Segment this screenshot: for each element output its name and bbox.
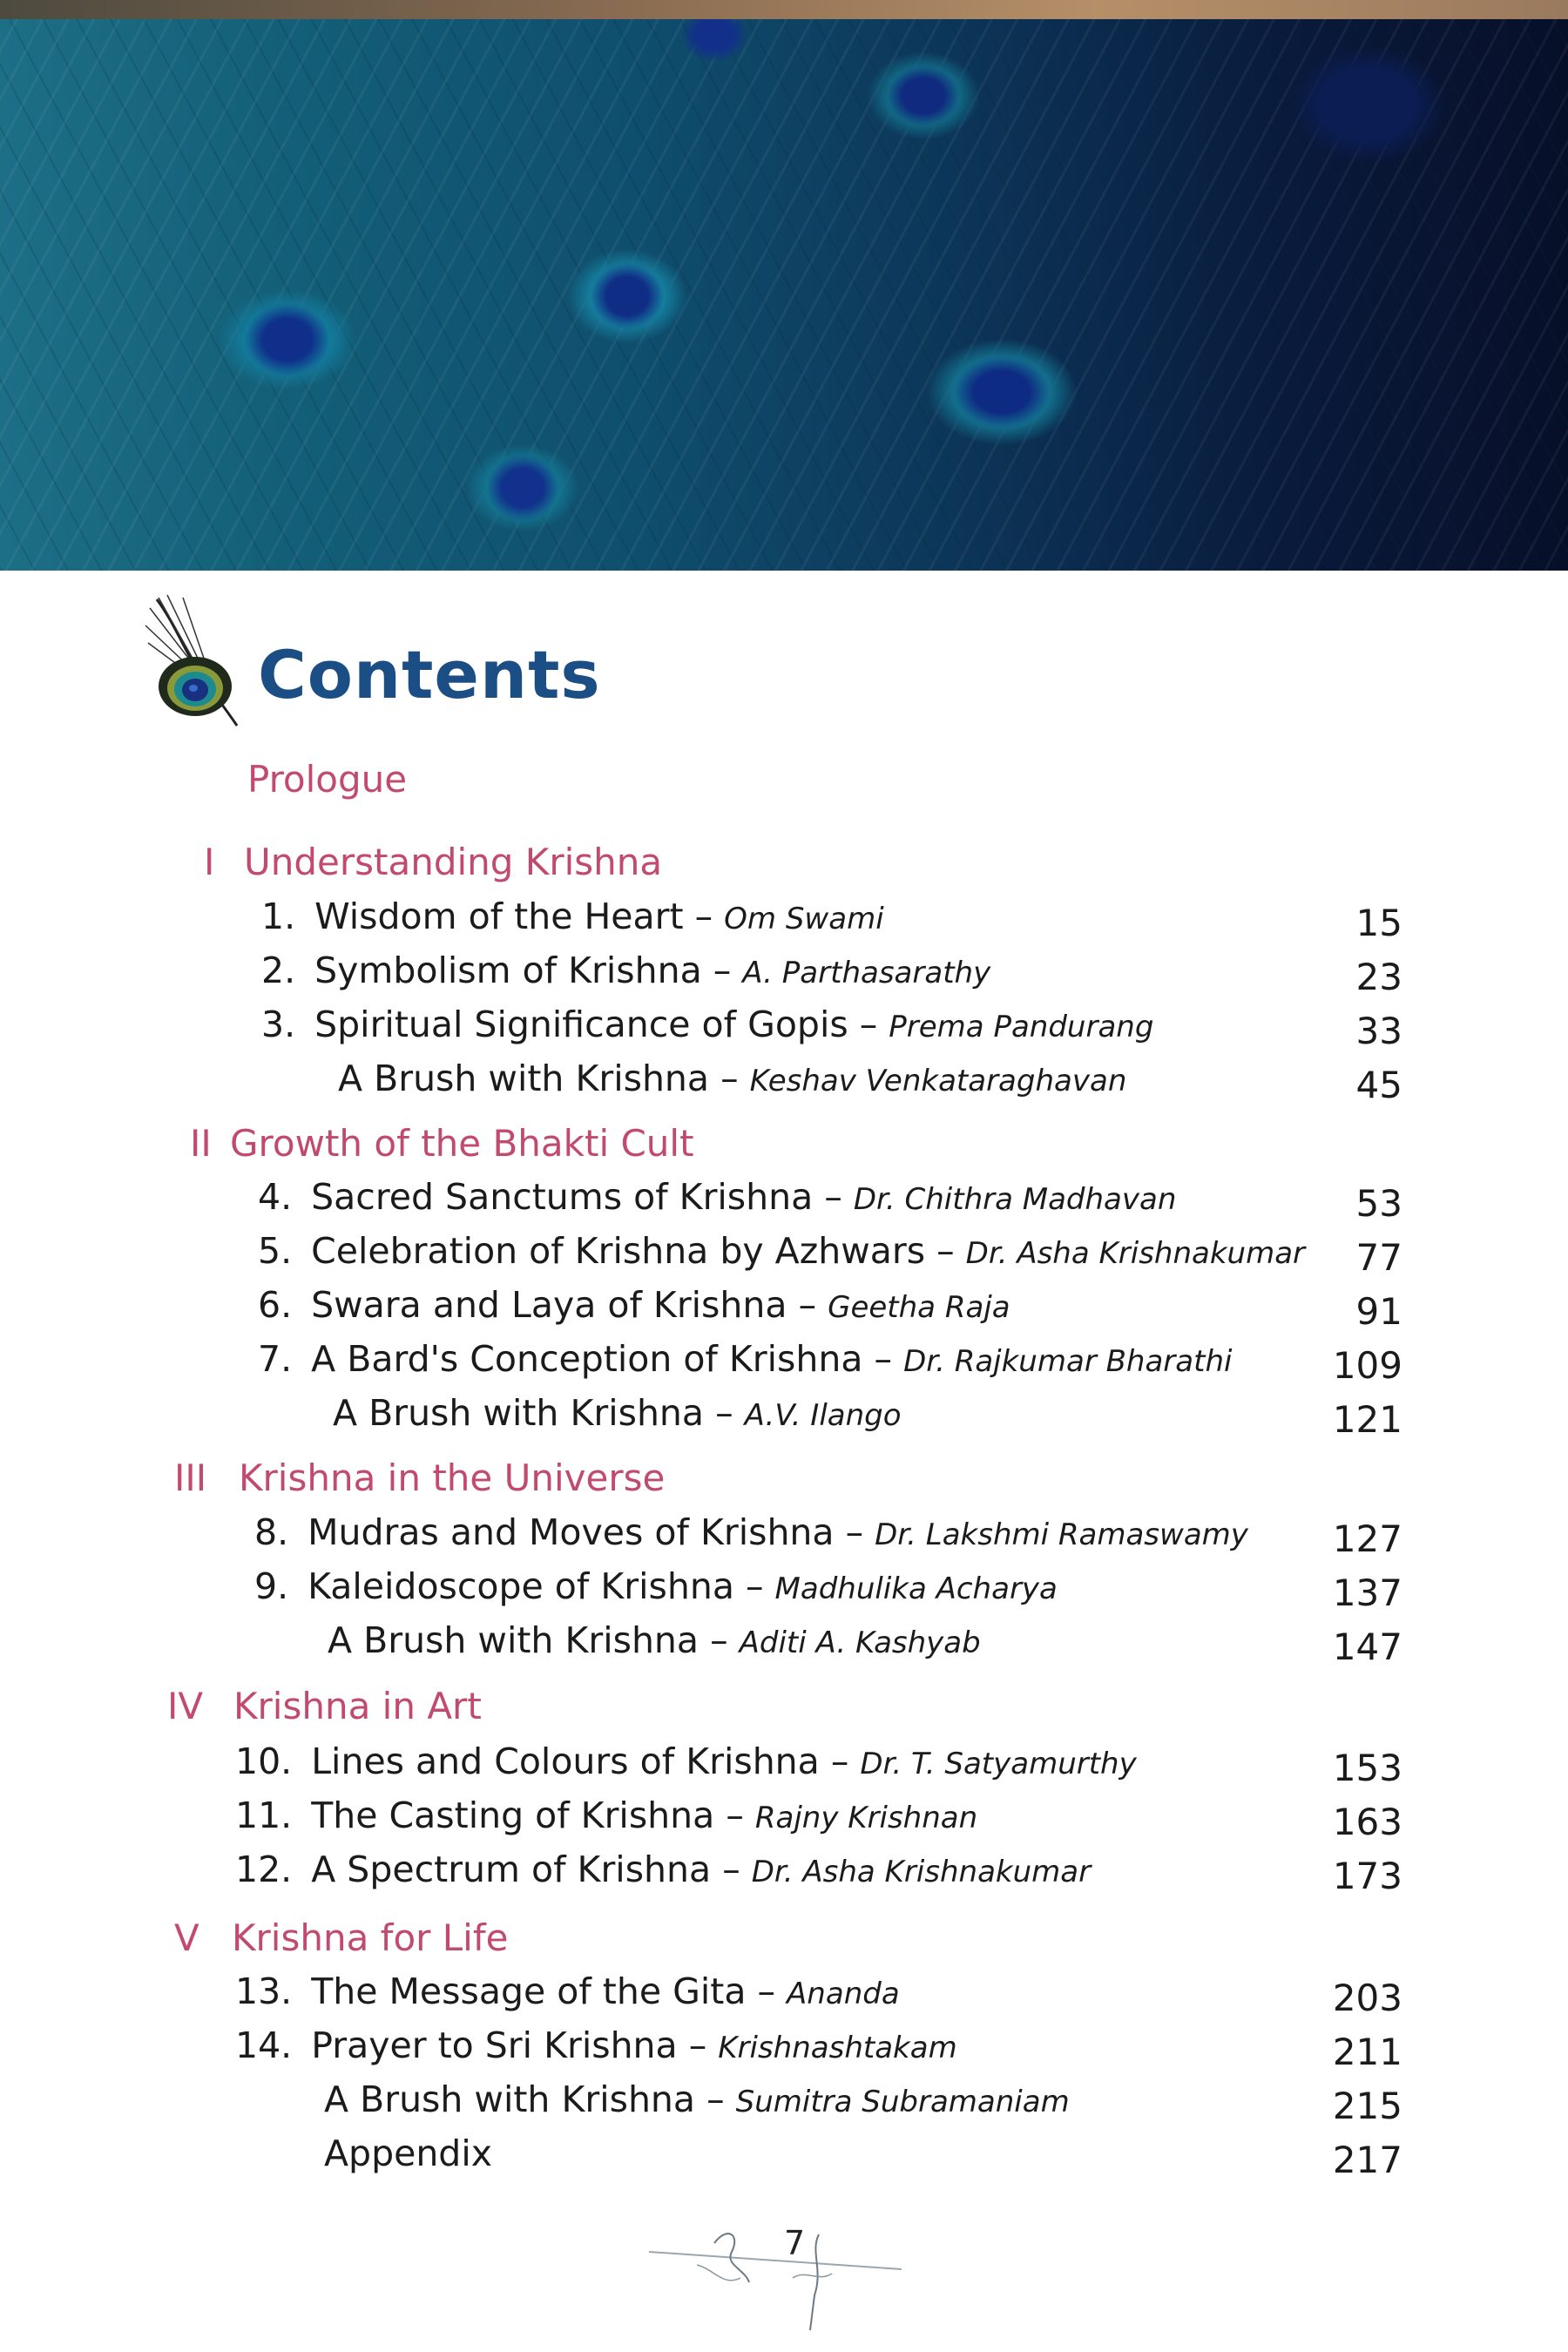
entry-number: 13.	[235, 1970, 293, 2012]
entry-author: Dr. Lakshmi Ramaswamy	[875, 1517, 1248, 1552]
entry-title: Prayer to Sri Krishna	[311, 2024, 678, 2066]
entry-title: The Casting of Krishna	[311, 1794, 715, 1836]
toc-entry[interactable]	[324, 2132, 492, 2174]
entry-title: Celebration of Krishna by Azhwars	[311, 1230, 926, 1272]
section-numeral: I	[204, 841, 215, 883]
entry-page: 23	[1355, 956, 1402, 998]
entry-page: 215	[1332, 2085, 1402, 2127]
entry-page: 153	[1332, 1747, 1402, 1789]
section-numeral: III	[174, 1456, 207, 1499]
toc-entry[interactable]: 11. The Casting of Krishna – Rajny Krishnan	[235, 1794, 978, 1836]
entry-page: 127	[1332, 1517, 1402, 1560]
entry-title: Appendix	[324, 2132, 492, 2174]
section-title: Krishna in Art	[233, 1685, 482, 1727]
toc-entry[interactable]: 7. A Bard's Conception of Krishna – Dr. Rajkumar Bharathi	[258, 1338, 1233, 1380]
toc-entry[interactable]: 14. Prayer to Sri Krishna – Krishnashtakam	[235, 2024, 957, 2066]
entry-page: 15	[1355, 902, 1402, 944]
toc-entry[interactable]: A Brush with Krishna – Aditi A. Kashyab	[328, 1619, 981, 1661]
section-numeral: IV	[167, 1685, 204, 1727]
toc-entry[interactable]: 5. Celebration of Krishna by Azhwars – Dr. Asha Krishnakumar	[258, 1230, 1306, 1272]
toc-entry[interactable]: A Brush with Krishna – Sumitra Subramaniam	[324, 2078, 1070, 2120]
entry-number: 6.	[258, 1284, 293, 1326]
page-title: Contents	[258, 636, 601, 713]
entry-number: 8.	[254, 1511, 289, 1553]
section-title: Understanding Krishna	[244, 841, 663, 883]
toc-section-heading[interactable]	[167, 1685, 482, 1727]
entry-number: 1.	[261, 896, 296, 937]
entry-title: Mudras and Moves of Krishna	[308, 1511, 835, 1553]
peacock-feather-icon	[141, 591, 246, 730]
entry-page: 173	[1332, 1855, 1402, 1897]
toc-entry[interactable]: 6. Swara and Laya of Krishna – Geetha Raja	[258, 1284, 1010, 1326]
entry-author: Ananda	[787, 1977, 900, 2011]
entry-number: 7.	[258, 1338, 293, 1380]
entry-number: 3.	[261, 1004, 296, 1045]
peacock-feather-banner	[0, 0, 1568, 571]
entry-page: 147	[1332, 1625, 1402, 1668]
entry-title: Lines and Colours of Krishna	[311, 1740, 820, 1782]
entry-number: 14.	[235, 2024, 293, 2066]
entry-title: Symbolism of Krishna	[314, 950, 702, 991]
toc-entry[interactable]: 9. Kaleidoscope of Krishna – Madhulika Acharya	[254, 1565, 1058, 1607]
entry-page: 121	[1332, 1398, 1402, 1441]
entry-author: A. Parthasarathy	[742, 956, 991, 990]
entry-page: 163	[1332, 1801, 1402, 1843]
entry-title: Spiritual Significance of Gopis	[314, 1004, 848, 1045]
section-title: Growth of the Bhakti Cult	[230, 1122, 694, 1165]
toc-prologue[interactable]: Prologue	[247, 758, 408, 801]
entry-author: Dr. Asha Krishnakumar	[965, 1236, 1306, 1271]
entry-title: Sacred Sanctums of Krishna	[311, 1176, 814, 1218]
entry-author: A.V. Ilango	[744, 1398, 902, 1433]
entry-page: 203	[1332, 1977, 1402, 2019]
section-title: Krishna for Life	[232, 1916, 509, 1959]
entry-author: Dr. Rajkumar Bharathi	[903, 1344, 1233, 1379]
entry-author: Sumitra Subramaniam	[735, 2085, 1070, 2119]
toc-entry[interactable]: 4. Sacred Sanctums of Krishna – Dr. Chithra Madhavan	[258, 1176, 1177, 1218]
entry-author: Dr. Chithra Madhavan	[853, 1182, 1177, 1217]
entry-author: Rajny Krishnan	[754, 1801, 978, 1835]
toc-entry[interactable]: A Brush with Krishna – A.V. Ilango	[333, 1392, 902, 1434]
entry-author: Prema Pandurang	[889, 1010, 1154, 1044]
entry-page: 211	[1332, 2031, 1402, 2073]
toc-entry[interactable]: 10. Lines and Colours of Krishna – Dr. T. Satyamurthy	[235, 1740, 1137, 1782]
entry-number: 2.	[261, 950, 296, 991]
entry-author: Dr. T. Satyamurthy	[860, 1747, 1137, 1781]
toc-entry[interactable]: A Brush with Krishna – Keshav Venkataraghavan	[338, 1058, 1127, 1099]
entry-author: Om Swami	[724, 902, 884, 936]
entry-author: Dr. Asha Krishnakumar	[751, 1855, 1092, 1889]
entry-title: Swara and Laya of Krishna	[311, 1284, 787, 1326]
entry-number: 4.	[258, 1176, 293, 1218]
entry-page: 109	[1332, 1344, 1402, 1387]
entry-title: A Brush with Krishna	[324, 2078, 696, 2120]
toc-entry[interactable]: 2. Symbolism of Krishna – A. Parthasarathy	[261, 950, 991, 991]
entry-author: Aditi A. Kashyab	[739, 1625, 981, 1660]
toc-entry[interactable]: 8. Mudras and Moves of Krishna – Dr. Lakshmi Ramaswamy	[254, 1511, 1248, 1553]
entry-title: A Brush with Krishna	[333, 1392, 705, 1434]
section-title: Krishna in the Universe	[239, 1456, 666, 1499]
entry-title: Wisdom of the Heart	[314, 896, 684, 937]
toc-entry[interactable]: 3. Spiritual Significance of Gopis – Prema Pandurang	[261, 1004, 1154, 1045]
entry-title: The Message of the Gita	[311, 1970, 747, 2012]
entry-page: 53	[1355, 1182, 1402, 1225]
entry-number: 10.	[235, 1740, 293, 1782]
toc-entry[interactable]: 13. The Message of the Gita – Ananda	[235, 1970, 900, 2012]
entry-number: 11.	[235, 1794, 293, 1836]
entry-page: 33	[1355, 1010, 1402, 1052]
entry-number: 9.	[254, 1565, 289, 1607]
entry-author: Madhulika Acharya	[774, 1571, 1058, 1606]
section-numeral: II	[190, 1122, 212, 1165]
toc-section-heading[interactable]	[190, 1122, 694, 1165]
toc-section-heading[interactable]	[174, 1456, 665, 1499]
entry-page: 217	[1332, 2139, 1402, 2181]
flute-sketch-icon	[645, 2217, 906, 2339]
toc-section-heading[interactable]	[204, 841, 662, 883]
entry-page: 77	[1355, 1236, 1402, 1279]
toc-entry[interactable]: 1. Wisdom of the Heart – Om Swami	[261, 896, 884, 937]
entry-number: 12.	[235, 1848, 293, 1890]
entry-title: A Brush with Krishna	[338, 1058, 710, 1099]
entry-author: Geetha Raja	[828, 1290, 1010, 1325]
entry-author: Keshav Venkataraghavan	[749, 1064, 1127, 1098]
entry-author: Krishnashtakam	[718, 2031, 957, 2065]
entry-title: A Brush with Krishna	[328, 1619, 700, 1661]
entry-number: 5.	[258, 1230, 293, 1272]
entry-title: A Spectrum of Krishna	[311, 1848, 712, 1890]
entry-title: A Bard's Conception of Krishna	[311, 1338, 863, 1380]
entry-title: Kaleidoscope of Krishna	[308, 1565, 734, 1607]
section-numeral: V	[174, 1916, 199, 1959]
entry-page: 45	[1355, 1064, 1402, 1106]
toc-entry[interactable]: 12. A Spectrum of Krishna – Dr. Asha Krishnakumar	[235, 1848, 1092, 1890]
entry-page: 137	[1332, 1571, 1402, 1614]
toc-section-heading[interactable]	[174, 1916, 508, 1959]
entry-page: 91	[1355, 1290, 1402, 1333]
page-number: 7	[784, 2224, 806, 2262]
